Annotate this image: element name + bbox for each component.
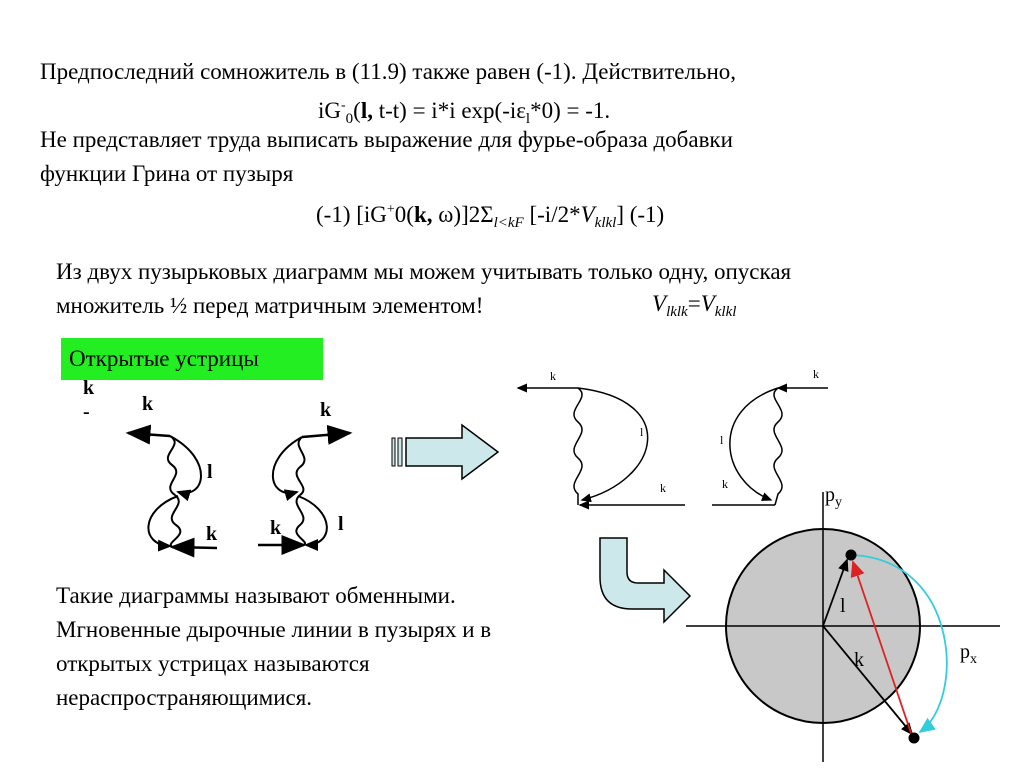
transition-arrow-right [392, 425, 498, 479]
eq3-v: V [700, 291, 715, 316]
label-dash: - [83, 401, 90, 423]
eq1-part: iG [318, 98, 341, 123]
eq3-sub: lklk [666, 304, 688, 320]
text-line-7: множитель ½ перед матричным элементом! [56, 293, 484, 318]
label-k: k [550, 369, 556, 383]
point-l [846, 550, 857, 561]
eq1-part: ( [353, 98, 361, 123]
label-k: k [206, 523, 218, 545]
fermi-sphere-plot [686, 492, 1000, 762]
eq1-bold: l, [360, 98, 373, 123]
eq2-sub: l<kF [493, 215, 524, 231]
oyster-diagram-1 [128, 433, 217, 548]
eq2-bold: k, [413, 202, 433, 227]
label-k: k [270, 517, 282, 539]
label-k: k [320, 399, 332, 421]
bottom-line-1: Такие диаграммы называют обменными. [56, 583, 456, 608]
label-k: k [660, 481, 666, 495]
bottom-line-3: открытых устрицах называются [56, 651, 370, 676]
label-l: l [338, 513, 344, 535]
transition-arrow-bent [600, 538, 690, 622]
eq2-sup: + [386, 202, 395, 217]
eq2-v: V [580, 202, 595, 227]
label-k: k [813, 367, 819, 381]
px-label: $p_x$ [960, 641, 977, 667]
text-line-6: Из двух пузырьковых диаграмм мы можем учитывать только одну, опуская [56, 259, 792, 284]
eq1-part: *0) = -1. [530, 98, 611, 123]
vector-l-label: l [840, 595, 846, 617]
exchange-diagram-2 [712, 388, 828, 505]
label-l: l [720, 433, 724, 447]
eq1-sup: - [341, 98, 346, 113]
py-label: $p_y$ [825, 484, 842, 510]
label-k: k [83, 377, 95, 399]
eq3-eq: = [687, 291, 701, 316]
eq2-part: (-1) [iG [316, 202, 387, 227]
label-l: l [640, 425, 644, 439]
bottom-line-2: Мгновенные дырочные линии в пузырях и в [56, 617, 492, 642]
label-k: k [142, 393, 154, 415]
text-line-4: функции Грина от пузыря [40, 161, 294, 186]
point-k [909, 733, 920, 744]
eq2-vsub: klkl [594, 215, 617, 231]
eq3-sub: klkl [714, 304, 737, 320]
eq2-part: 0( [394, 202, 414, 227]
bottom-line-4: нераспространяющимися. [56, 685, 313, 710]
text-line-3: Не представляет труда выписать выражение для фурье-образа добавки [40, 127, 733, 152]
vector-k-label: k [854, 649, 864, 671]
label-k: k [722, 477, 728, 491]
eq1-sub-l: l [525, 111, 531, 127]
eq2-part: [-i/2* [523, 202, 581, 227]
eq2-part: ] (-1) [616, 202, 665, 227]
label-l: l [207, 461, 213, 483]
eq1-sub: 0 [345, 111, 354, 127]
eq1-part: t-t) = i*i exp(-iε [372, 98, 526, 123]
open-oysters-label: Открытые устрицы [61, 338, 323, 380]
eq3-v: V [652, 291, 667, 316]
text-line-1: Предпоследний сомножитель в (11.9) также равен (-1). Действительно, [40, 59, 737, 84]
eq2-part: ω)]2Σ [432, 202, 494, 227]
